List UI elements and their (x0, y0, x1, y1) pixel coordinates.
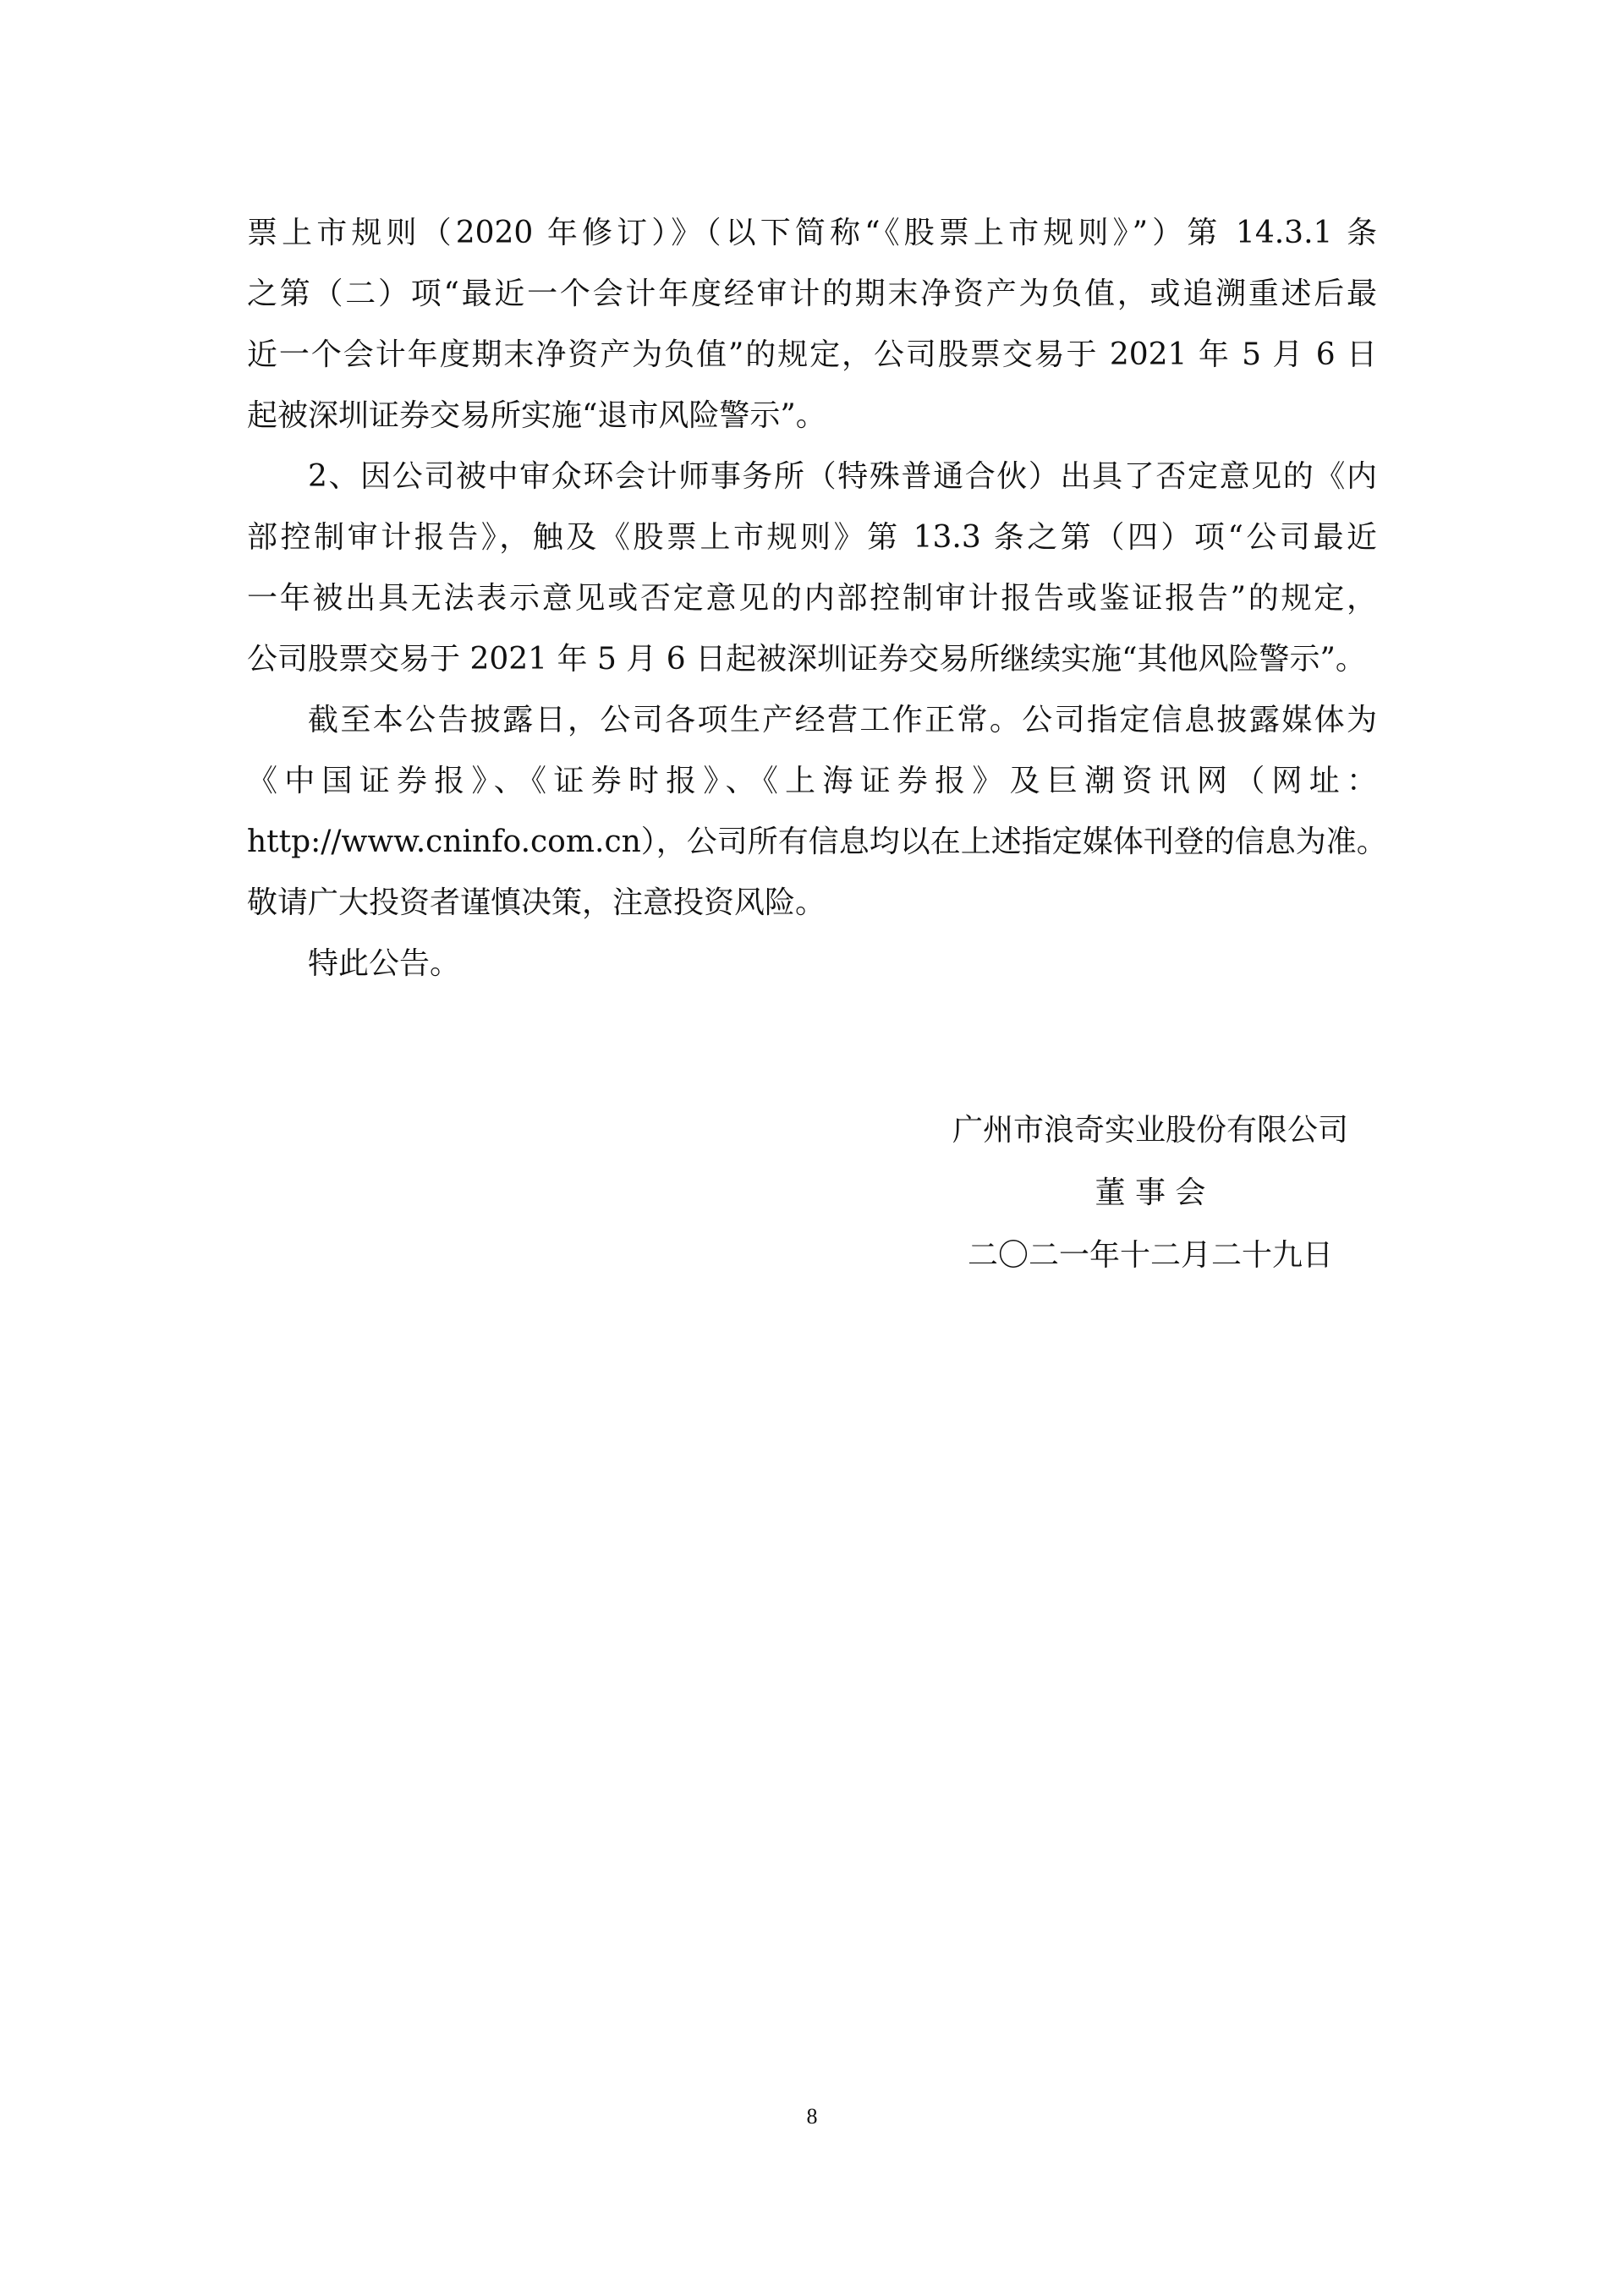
paragraph-line: 之第（二）项“最近一个会计年度经审计的期末净资产为负值，或追溯重述后最 (247, 277, 1377, 311)
paragraph-line: 一年被出具无法表示意见或否定意见的内部控制审计报告或鉴证报告”的规定， (247, 581, 1377, 616)
paragraph-line: 2、因公司被中审众环会计师事务所（特殊普通合伙）出具了否定意见的《内 (308, 459, 1377, 494)
closing-line: 特此公告。 (308, 946, 461, 981)
paragraph-line: 敬请广大投资者谨慎决策，注意投资风险。 (247, 885, 826, 920)
paragraph-line: 票上市规则（2020 年修订）》（以下简称“《股票上市规则》”）第 14.3.1 条 (247, 216, 1377, 250)
board-of-directors: 董 事 会 (1095, 1175, 1206, 1210)
signature-block (914, 1099, 1387, 1287)
page-number: 8 (806, 2104, 818, 2129)
paragraph-line: 《中国证券报》、《证券时报》、《上海证券报》及巨潮资讯网（网址： (247, 764, 1377, 798)
signature-date: 二〇二一年十二月二十九日 (967, 1238, 1333, 1273)
paragraph-line: http://www.cninfo.com.cn），公司所有信息均以在上述指定媒体刊登的信息为准。 (247, 825, 1387, 859)
paragraph-line: 公司股票交易于 2021 年 5 月 6 日起被深圳证券交易所继续实施“其他风险警示”。 (247, 642, 1366, 677)
company-name: 广州市浪奇实业股份有限公司 (952, 1113, 1348, 1148)
paragraph-line: 截至本公告披露日，公司各项生产经营工作正常。公司指定信息披露媒体为 (308, 703, 1377, 737)
paragraph-line: 近一个会计年度期末净资产为负值”的规定，公司股票交易于 2021 年 5 月 6 日 (247, 337, 1377, 372)
announcement-body (247, 203, 1387, 995)
paragraph-line: 部控制审计报告》，触及《股票上市规则》第 13.3 条之第（四）项“公司最近 (247, 520, 1377, 555)
paragraph-line: 起被深圳证券交易所实施“退市风险警示”。 (247, 398, 826, 433)
